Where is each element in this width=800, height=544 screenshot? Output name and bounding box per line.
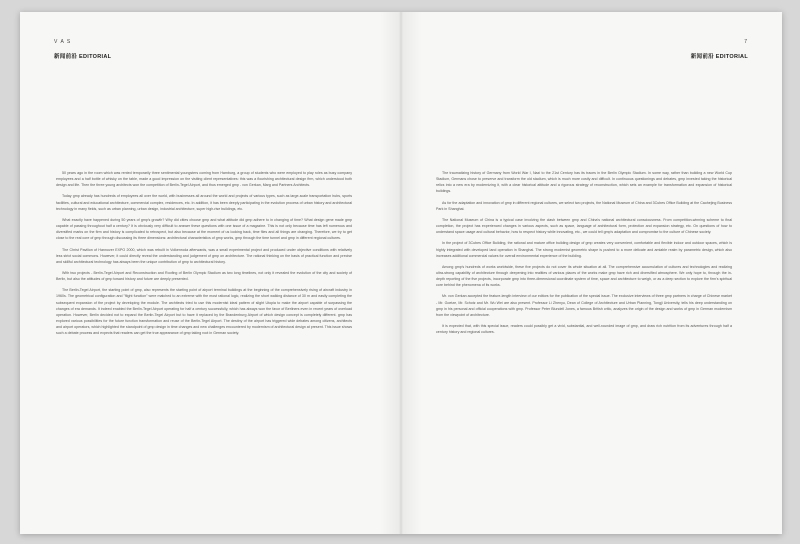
section-header: 新闻前沿 EDITORIAL <box>54 54 112 60</box>
paragraph: The National Museum of China is a typical case involving the clash between gmp and China's national architectural consciousness. From competition-winning scheme to final completion, the project has experienced changes in various aspects, such as space, language of architectural form, protection and expansion strategy, etc. On questions of how to understand space usage and cultural behavior, how to respect history while innovating, etc., we could tell gmp's adaptation and compromise to the culture of Chinese society. <box>436 217 732 235</box>
paragraph: What exactly have happened during 50 years of gmp's growth? Why did cities choose gmp and what attitude did gmp adhere to in changing of time? What design gene made gmp capable of passing throughout half a century? It is obviously very difficult to answer these questions with one issue of a magazine. This is not only because time has left numerous and diversified marks on the firm and history is complicated to retrospect, but also because at the moment of us looking back, time flies and all things are changing. Therefore, we try to get close to the real core of gmp through discussing its three dimensions: architectural characteristics of gmp works, gmp through the time tunnel and gmp in different regional cultures. <box>56 217 352 241</box>
paragraph: In the project of 3Cubes Office Building, the rational and mature office building design of gmp creates very convenient, comfortable and flexible indoor and outdoor spaces, which is highly integrated with developed land operation in Shanghai. The strong modernist geometric shape is pushed to a more delicate and amiable realm by parametric design, which also increases additional commercial values for overall environmental experience of the building. <box>436 241 732 258</box>
paragraph: The Berlin-Tegel Airport, the starting point of gmp, also represents the starting point of airport terminal buildings at the beginning of the comprehensively rising of aircraft industry in 1960s. The geometrical configuration and "flight function" were matched to an extreme with the most rational logic, realizing the short walking distance of 30 m and easily completing the subsequent expansion of the project by developing the module. The architects tried to use this modernist ideal pattern of slight Utopia to make the airport capable of surpassing the changes of era demands. It indeed enabled the Berlin-Tegel Airport operating for half a century successfully, which has always won the favor of Berliners even in recent years of overload operation. However, Berlin decided not to expand the Berlin-Tegel Airport but to have it replaced by the Brandenburg Airport of which design concept is completely different. gmp has explored various possibilities for the future function transformation and reuse of the Berlin-Tegel Airport. The destiny of the airport has triggered wide debates among citizens, architects and airport operators, which highlighted the standpoint of gmp design in time changes and new challenges encountered by modernism of architectural design at present. This issue shows such a debate process and expects that readers can get the true appearance of gmp taking root in German society. <box>56 288 352 335</box>
section-header: 新闻前沿 EDITORIAL <box>690 54 748 60</box>
paragraph: Today gmp already has hundreds of employees all over the world, with businesses all around the world and projects of various types, such as large-scale transportation hubs, sports facilities, cultural and educational architecture, commercial complex, residences, etc. In addition, it has been deeply participating in the evolution process of urban history and architectural technology in many fields, such as urban planning, urban design, industrial architecture, super high-rise buildings, etc. <box>56 194 352 211</box>
page-number: 7 <box>744 39 748 45</box>
paragraph: Mr. von Gerkan accepted the feature-length interview of our editors for the publication of the special issue. The exclusive interviews of three gmp partners in charge of Chinese market - Mr. Goetze, Mr. Schotz and Mr. Wu Wei are also present. Professor Li Zhenyu, Dean of College of Architecture and Urban Planning, Tongji University, tells his deep understanding on gmp in his personal and official cooperations with gmp. Professor Peter Blundell Jones, a famous British critic, analyzes the origin of the design and works of gmp in German modernism from the viewpoint of architecture. <box>436 294 732 317</box>
left-page <box>20 12 401 534</box>
body-text <box>436 170 732 340</box>
page-folio: V A S <box>54 39 72 45</box>
paragraph: The Christ Pavilion of Hannover EXPO 2000, which was rebuilt in Volkenroda afterwards, was a small experimental project and produced under objective conditions with relatively less strict social commons. However, it could directly reveal the understanding and judgement of gmp on architecture. The rational thinking on the basis of practical function and precise and skillful architectural technology has always been the unique contribution of gmp to architectural history. <box>56 247 352 264</box>
paragraph: With two projects - Berlin-Tegel Airport and Reconstruction and Roofing of Berlin Olympic Stadium as two long timelines, not only it revealed the evolution of the city and society of Berlin, but also the attitudes of gmp toward history and future are deeply presented. <box>56 270 352 282</box>
paragraph: 50 years ago in the room which was rented temporarily three sentimental youngsters coming from Hamburg, a group of students who were employed to play roles as busy company employees and a half bottle of whisky on the table, made a good impression on the visiting client representatives: this was a flourishing architectural design firm, which understood both design and life. Then the three young architects won the competition of Berlin-Tegel Airport, and thus emerged gmp - von Gerkan, Marg and Partners Architects. <box>56 171 352 188</box>
paragraph: The traumatizing history of Germany from World War I, Nazi to the 21st Century has its traces in the Berlin Olympic Stadium. In some way, rather than building a new World Cup Stadium, Germans chose to preserve and transform the old stadium, which is much more costly and difficult. In continuous questionings and debates, gmp invested taking the historical relics into a new era by modernizing it, with a clear historical attitude and a rigorous strategy of reconstruction, which sets an example for transformation and expansion of historical buildings. <box>436 171 732 194</box>
paragraph: Among gmp's hundreds of works worldwide, these five projects do not cover its whole situation at all. The comprehensive accumulation of cultures and technologies and realizing ultra-strong capability of architecture through deepening into realities of various places of the works make gmp have rich and diversified atmosphere. We only hope to, through the in-depth reporting of the five projects, incorporate gmp into three-dimensional coordinate system of time, space and architecture to weigh, or as a deep section to explore the firm's spiritual core behind the phenomena of its works. <box>436 264 732 288</box>
right-page <box>401 12 782 534</box>
paragraph: It is expected that, with this special issue, readers could possibly get a vivid, substantial, and well-rounded image of gmp, and draw rich nutrition from its adventures through half a century history and regional cultures. <box>436 324 732 335</box>
body-text <box>56 170 352 341</box>
magazine-spread <box>20 12 782 534</box>
paragraph: As for the adaptation and innovation of gmp in different regional cultures, we select two projects, the National Museum of China and 3Cubes Office Building at the Caohejing Business Park in Shanghai. <box>436 200 732 211</box>
